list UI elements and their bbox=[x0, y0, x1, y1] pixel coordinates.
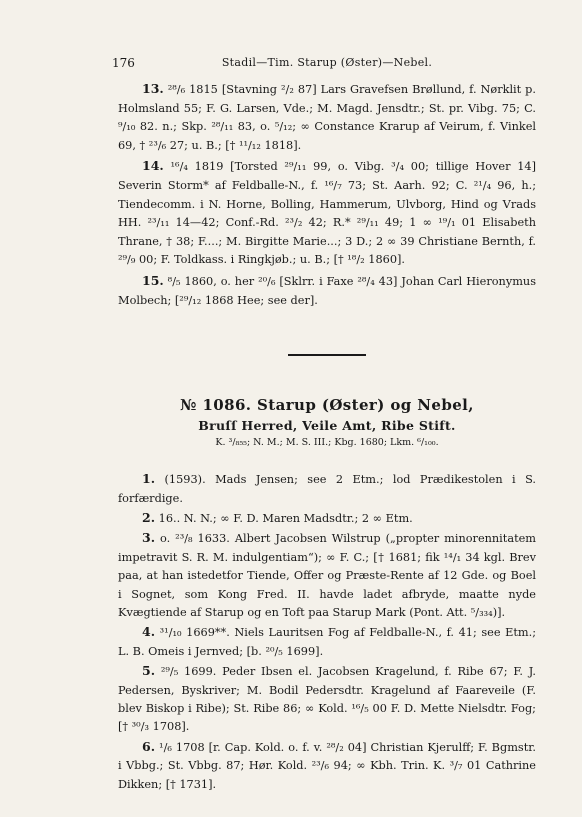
entry-number: 3. bbox=[142, 530, 156, 546]
entry-text: 16.. N. N.; ∞ F. D. Maren Madsdtr.; 2 ∞ Etm. bbox=[158, 511, 413, 525]
entry-15 bbox=[118, 272, 536, 310]
section-title: № 1086. Starup (Øster) og Nebel, bbox=[180, 396, 474, 415]
entry-number: 14. bbox=[142, 158, 164, 174]
entry-3 bbox=[118, 529, 536, 622]
entry-number: 6. bbox=[142, 738, 156, 754]
entry-text: ¹⁶/₄ 1819 [Torsted ²⁹/₁₁ 99, o. Vibg. ³/₄ 00; tillige Hover 14] Severin Storm* af Feldballe-N., f. ¹⁶/₇ 73; St. Aarh. 92; C. ²¹/₄ 96, h.; Tiendecomm. i N. Horne, Bolling, Hammerum, Ulvborg, Hind og Vrads HH. ²³/₁₁ 14—42; Conf.-Rd. ²³/₂ 42; R.* ²⁹/₁₁ 49; 1 ∞ ¹⁹/₁ 01 Elisabeth Thrane, † 38; F....; M. Birgitte Marie...; 3 D.; 2 ∞ 39 Christiane Bernth, f. ²⁹/₉ 00; F. Toldkass. i Ringkjøb.; u. B.; [† ¹⁸/₂ 1860]. bbox=[118, 160, 537, 267]
entry-number: 2. bbox=[142, 509, 156, 525]
entry-5 bbox=[118, 662, 536, 737]
entry-6 bbox=[118, 738, 536, 794]
entry-number: 4. bbox=[142, 624, 156, 640]
entry-text: (1593). Mads Jensen; see 2 Etm.; lod Prædikestolen i S. forfærdige. bbox=[118, 473, 536, 505]
entry-number: 1. bbox=[142, 471, 156, 487]
entry-text: ¹/₆ 1708 [r. Cap. Kold. o. f. v. ²⁸/₂ 04] Christian Kjerulff; F. Bgmstr. i Vbbg.; St. Vbbg. 87; Hør. Kold. ²³/₆ 94; ∞ Kbh. Trin. K. ³/₇ 01 Cathrine Dikken; [† 1731]. bbox=[118, 740, 537, 791]
section-subtitle: Bruſſ Herred, Veile Amt, Ribe Stift. bbox=[198, 418, 456, 434]
entry-2 bbox=[118, 509, 536, 528]
entry-14 bbox=[118, 157, 536, 270]
entry-13 bbox=[118, 80, 536, 155]
entries-bottom bbox=[118, 470, 536, 794]
entry-text: o. ²³/₈ 1633. Albert Jacobsen Wilstrup („propter minorennitatem impetravit S. R. M. indulgentiam“); ∞ F. C.; [† 1681; fik ¹⁴/₁ 34 kgl. Brev paa, at han istedetfor Tiende, Offer og Præste-Rente af 12 Gde. og Boel i Sognet, som Kong Fred. II. havde ladet afbryde, maatte nyde Kvægtiende af Starup og en Toft paa Starup Mark (Pont. Att. ⁵/₃₃₄)]. bbox=[118, 532, 536, 619]
entry-text: ²⁹/₅ 1699. Peder Ibsen el. Jacobsen Kragelund, f. Ribe 67; F. J. Pedersen, Byskriver; M. Bodil Pedersdtr. Kragelund af Faareveile (F. blev Biskop i Ribe); St. Ribe 86; ∞ Kold. ¹⁶/₅ 00 F. D. Mette Nielsdtr. Fog; [† ³⁰/₃ 1708]. bbox=[118, 665, 537, 734]
entry-number: 13. bbox=[142, 81, 164, 96]
page-number: 176 bbox=[112, 56, 135, 70]
running-title: Stadil—Tim. Starup (Øster)—Nebel. bbox=[221, 56, 433, 69]
entry-4 bbox=[118, 623, 536, 661]
entry-number: 5. bbox=[142, 663, 156, 679]
entry-text: ⁸/₅ 1860, o. her ²⁰/₆ [Sklrr. i Faxe ²⁸/₄ 43] Johan Carl Hieronymus Molbech; [²⁹/₁₂ 1868 Hee; see der]. bbox=[118, 274, 537, 307]
entries-top bbox=[118, 80, 536, 310]
section-divider bbox=[288, 354, 366, 356]
section-meta: K. ³/₈₅₅; N. M.; M. S. III.; Kbg. 1680; Lkm. ⁶/₁₀₀. bbox=[215, 437, 439, 449]
page-header bbox=[112, 40, 536, 70]
entry-number: 15. bbox=[142, 272, 164, 288]
entry-1 bbox=[118, 470, 536, 508]
entry-text: ³¹/₁₀ 1669**. Niels Lauritsen Fog af Feldballe-N., f. 41; see Etm.; L. B. Omeis i Jernved; [b. ²⁰/₅ 1699]. bbox=[118, 626, 537, 658]
entry-text: ²⁸/₆ 1815 [Stavning ²/₂ 87] Lars Gravefsen Brøllund, f. Nørklit p. Holmsland 55; F. G. Larsen, Vde.; M. Magd. Jensdtr.; St. pr. Vibg. 75; C. ⁹/₁₀ 82. n.; Skp. ²⁸/₁₁ 83, o. ⁵/₁₂; ∞ Constance Krarup af Veirum, f. Vinkel 69, † ²³/₆ 27; u. B.; [† ¹¹/₁₂ 1818]. bbox=[118, 83, 537, 152]
